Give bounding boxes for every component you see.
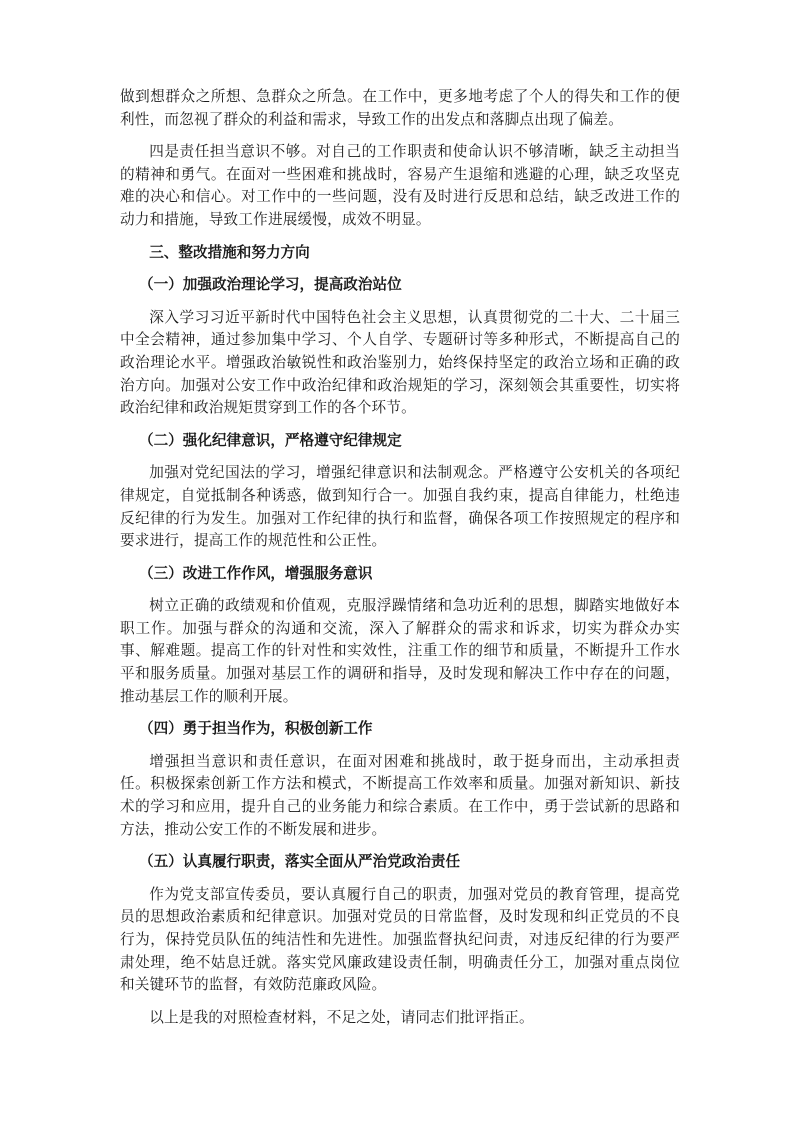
subsection-heading-1: （一）加强政治理论学习，提高政治站位 [138, 276, 402, 294]
subsection-body-1: 深入学习习近平新时代中国特色社会主义思想，认真贯彻党的二十大、二十届三中全会精神，通过参加集中学习、个人自学、专题研讨等多种形式，不断提高自己的政治理论水平。增强政治敏锐性和政治鉴别力，始终保持坚定的政治立场和正确的政治方向。加强对公安工作中政治纪律和政治规矩的学习，深刻领会其重要性，切实将政治纪律和政治规矩贯穿到工作的各个环节。 [120, 308, 680, 417]
subsection-heading-5: （五）认真履行职责，落实全面从严治党政治责任 [138, 853, 461, 871]
subsection-body-2: 加强对党纪国法的学习，增强纪律意识和法制观念。严格遵守公安机关的各项纪律规定，自觉抵制各种诱惑，做到知行合一。加强自我约束，提高自律能力，杜绝违反纪律的行为发生。加强对工作纪律的执行和监督，确保各项工作按照规定的程序和要求进行，提高工作的规范性和公正性。 [120, 464, 680, 550]
subsection-heading-2: （二）强化纪律意识，严格遵守纪律规定 [138, 431, 402, 449]
subsection-heading-4: （四）勇于担当作为，积极创新工作 [138, 720, 373, 738]
subsection-body-4: 增强担当意识和责任意识，在面对困难和挑战时，敢于挺身而出，主动承担责任。积极探索创新工作方法和模式，不断提高工作效率和质量。加强对新知识、新技术的学习和应用，提升自己的业务能力和综合素质。在工作中，勇于尝试新的思路和方法，推动公安工作的不断发展和进步。 [120, 752, 680, 838]
subsection-heading-3: （三）改进工作作风，增强服务意识 [138, 564, 373, 582]
subsection-body-3: 树立正确的政绩观和价值观，克服浮躁情绪和急功近利的思想，脚踏实地做好本职工作。加强与群众的沟通和交流，深入了解群众的需求和诉求，切实为群众办实事、解难题。提高工作的针对性和实效性，注重工作的细节和质量，不断提升工作水平和服务质量。加强对基层工作的调研和指导，及时发现和解决工作中存在的问题，推动基层工作的顺利开展。 [120, 597, 680, 705]
intro-paragraph-1: 做到想群众之所想、急群众之所急。在工作中，更多地考虑了个人的得失和工作的便利性，而忽视了群众的利益和需求，导致工作的出发点和落脚点出现了偏差。 [120, 88, 680, 128]
intro-paragraph-2: 四是责任担当意识不够。对自己的工作职责和使命认识不够清晰，缺乏主动担当的精神和勇气。在面对一些困难和挑战时，容易产生退缩和逃避的心理，缺乏攻坚克难的决心和信心。对工作中的一些问题，没有及时进行反思和总结，缺乏改进工作的动力和措施，导致工作进展缓慢，成效不明显。 [120, 143, 680, 228]
section-title: 三、整改措施和努力方向 [149, 243, 310, 261]
closing-paragraph: 以上是我的对照检查材料，不足之处，请同志们批评指正。 [149, 1008, 534, 1026]
document-page [120, 86, 680, 1039]
subsection-body-5: 作为党支部宣传委员，要认真履行自己的职责，加强对党员的教育管理，提高党员的思想政治素质和纪律意识。加强对党员的日常监督，及时发现和纠正党员的不良行为，保持党员队伍的纯洁性和先进性。加强监督执纪问责，对违反纪律的行为要严肃处理，绝不姑息迁就。落实党风廉政建设责任制，明确责任分工，加强对重点岗位和关键环节的监督，有效防范廉政风险。 [120, 885, 680, 994]
